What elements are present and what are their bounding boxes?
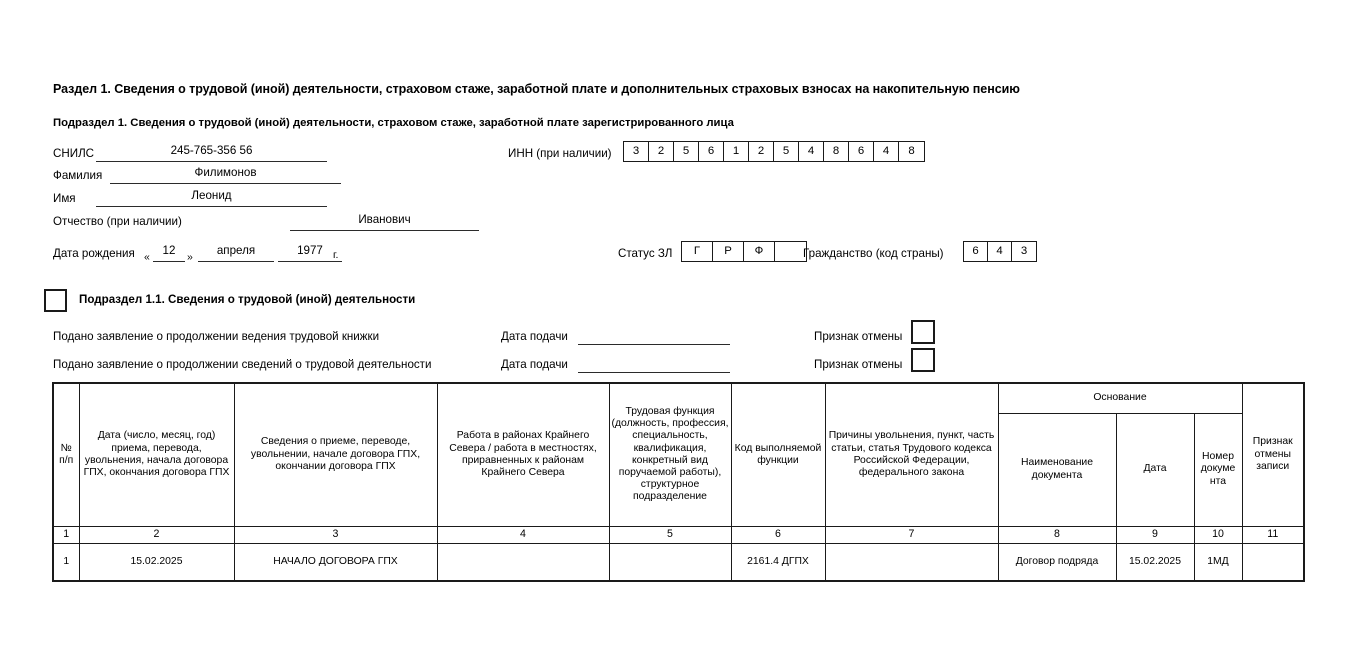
statement-1-cancel-label: Признак отмены (814, 330, 903, 343)
citizenship-digit-2[interactable]: 4 (988, 242, 1012, 261)
table-body (53, 543, 1304, 581)
th-info: Сведения о приеме, переводе, увольнении, начале договора ГПХ, окончании договора ГПХ (234, 383, 437, 526)
column-number-11: 11 (1242, 526, 1304, 543)
firstname-label: Имя (53, 192, 76, 205)
th-code: Код выполняемой функции (731, 383, 825, 526)
cell-doc_date[interactable]: 15.02.2025 (1116, 543, 1194, 581)
inn-digit-6[interactable]: 2 (749, 142, 774, 161)
th-north: Работа в районах Крайнего Севера / работа в местностях, приравненных к районам Крайнего Севера (437, 383, 609, 526)
statement-1-cancel-checkbox[interactable] (911, 320, 935, 344)
birthyear-value[interactable]: 1977 (297, 244, 323, 257)
citizenship-label: Гражданство (код страны) (803, 247, 944, 260)
subsection-1-title: Подраздел 1. Сведения о трудовой (иной) деятельности, страховом стаже, заработной плате зарегистрированного лица (53, 117, 734, 129)
status-label: Статус ЗЛ (618, 247, 673, 260)
table-row[interactable] (53, 543, 1304, 581)
activity-table-wrapper (52, 382, 1305, 582)
th-reasons: Причины увольнения, пункт, часть статьи, статья Трудового кодекса Российской Федерации, федерального закона (825, 383, 998, 526)
status-cell-3[interactable]: Ф (744, 242, 775, 261)
page-title: Раздел 1. Сведения о трудовой (иной) деятельности, страховом стаже, заработной плате и дополнительных страховых взносах на накопительную пенсию (53, 82, 1020, 96)
column-number-7: 7 (825, 526, 998, 543)
inn-digit-5[interactable]: 1 (724, 142, 749, 161)
column-number-row (53, 526, 1304, 543)
inn-digit-12[interactable]: 8 (908, 145, 915, 157)
cell-doc_number[interactable]: 1МД (1194, 543, 1242, 581)
th-doc-name: Наименование документа (998, 413, 1116, 526)
statement-1-date-rule (578, 344, 730, 345)
subsection-11-checkbox[interactable] (44, 289, 67, 312)
inn-digit-boxes[interactable] (623, 141, 925, 162)
th-doc-number: Номер докуме нта (1194, 413, 1242, 526)
snils-rule (96, 161, 327, 162)
subsection-11-title: Подраздел 1.1. Сведения о трудовой (иной) деятельности (79, 293, 416, 306)
quote-open: « (144, 251, 150, 263)
column-number-8: 8 (998, 526, 1116, 543)
cell-reasons[interactable] (825, 543, 998, 581)
column-number-6: 6 (731, 526, 825, 543)
th-doc-date: Дата (1116, 413, 1194, 526)
th-cancel-flag: Признак отмены записи (1242, 383, 1304, 526)
inn-digit-1[interactable]: 3 (624, 142, 649, 161)
inn-digit-10[interactable]: 6 (849, 142, 874, 161)
cell-north[interactable] (437, 543, 609, 581)
status-cells[interactable] (681, 241, 807, 262)
cell-doc_name[interactable]: Договор подряда (998, 543, 1116, 581)
cell-date[interactable]: 15.02.2025 (79, 543, 234, 581)
statement-2-cancel-label: Признак отмены (814, 358, 903, 371)
cell-cancel_flag[interactable] (1242, 543, 1304, 581)
inn-digit-3[interactable]: 5 (674, 142, 699, 161)
birthmonth-rule (198, 261, 274, 262)
column-number-4: 4 (437, 526, 609, 543)
statement-1-text: Подано заявление о продолжении ведения трудовой книжки (53, 330, 380, 343)
column-number-5: 5 (609, 526, 731, 543)
table-header-row (53, 383, 1304, 413)
statement-1-date-label: Дата подачи (501, 330, 568, 343)
citizenship-digit-1[interactable]: 6 (964, 242, 988, 261)
th-function: Трудовая функция (должность, профессия, специальность, квалификация, конкретный вид поручаемой работы), структурное подразделение (609, 383, 731, 526)
birthdate-label: Дата рождения (53, 247, 135, 260)
surname-label: Фамилия (53, 169, 103, 182)
patronymic-value[interactable]: Иванович (358, 213, 411, 226)
surname-value[interactable]: Филимонов (194, 166, 257, 179)
column-number-9: 9 (1116, 526, 1194, 543)
th-num-line2: п/п (59, 454, 74, 466)
cell-function[interactable] (609, 543, 731, 581)
cell-code[interactable]: 2161.4 ДГПХ (731, 543, 825, 581)
patronymic-label: Отчество (при наличии) (53, 215, 182, 228)
column-number-1: 1 (53, 526, 79, 543)
firstname-value[interactable]: Леонид (191, 189, 232, 202)
inn-label: ИНН (при наличии) (508, 147, 612, 160)
inn-digit-8[interactable]: 4 (799, 142, 824, 161)
column-number-2: 2 (79, 526, 234, 543)
statement-2-cancel-checkbox[interactable] (911, 348, 935, 372)
statement-2-text: Подано заявление о продолжении сведений о трудовой деятельности (53, 358, 432, 371)
quote-close: » (187, 251, 193, 263)
inn-digit-2[interactable]: 2 (649, 142, 674, 161)
snils-label: СНИЛС (53, 147, 95, 160)
citizenship-digit-3[interactable]: 3 (1020, 245, 1028, 257)
activity-table (52, 382, 1305, 582)
birthmonth-value[interactable]: апреля (216, 244, 256, 257)
surname-rule (110, 183, 341, 184)
status-cell-4[interactable] (775, 242, 806, 261)
th-num-line1: № (60, 442, 72, 454)
citizenship-digit-boxes[interactable] (963, 241, 1037, 262)
birthday-value[interactable]: 12 (162, 244, 176, 257)
inn-digit-4[interactable]: 6 (699, 142, 724, 161)
statement-2-date-rule (578, 372, 730, 373)
th-group-osnovanie: Основание (998, 383, 1242, 413)
status-cell-1[interactable]: Г (682, 242, 713, 261)
th-num (53, 383, 79, 526)
inn-digit-9[interactable]: 8 (824, 142, 849, 161)
inn-digit-11[interactable]: 4 (874, 142, 899, 161)
birthyear-suffix: г. (333, 249, 339, 261)
inn-digit-7[interactable]: 5 (774, 142, 799, 161)
column-number-10: 10 (1194, 526, 1242, 543)
patronymic-rule (290, 230, 479, 231)
birthday-rule (153, 261, 185, 262)
column-number-3: 3 (234, 526, 437, 543)
firstname-rule (96, 206, 327, 207)
cell-num[interactable]: 1 (53, 543, 79, 581)
th-date: Дата (число, месяц, год) приема, перевода, увольнения, начала договора ГПХ, окончания договора ГПХ (79, 383, 234, 526)
statement-2-date-label: Дата подачи (501, 358, 568, 371)
snils-value[interactable]: 245-765-356 56 (170, 144, 253, 157)
status-cell-2[interactable]: Р (713, 242, 744, 261)
cell-info[interactable]: НАЧАЛО ДОГОВОРА ГПХ (234, 543, 437, 581)
